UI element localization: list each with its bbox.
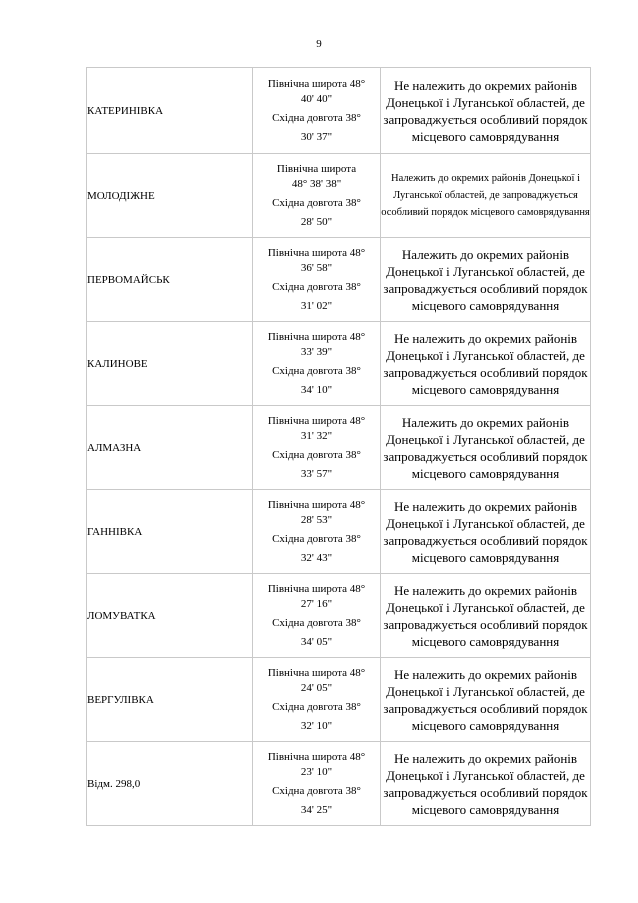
latitude-label: Північна широта 48°: [267, 330, 366, 343]
latitude-value: 36' 58": [300, 261, 333, 274]
status-text: Не належить до окремих районів Донецької і Луганської областей, де запроваджується особливий порядок місцевого самоврядування: [383, 666, 588, 733]
latitude-label: Північна широта 48°: [267, 582, 366, 595]
table-row: [87, 154, 591, 238]
table-row: [87, 742, 591, 826]
coordinates-cell: [253, 574, 381, 658]
longitude-label: Східна довгота 38°: [272, 532, 361, 545]
table-row: [87, 238, 591, 322]
status-text: Не належить до окремих районів Донецької і Луганської областей, де запроваджується особливий порядок місцевого самоврядування: [383, 750, 588, 817]
latitude-label: Північна широта 48°: [267, 246, 366, 259]
longitude-label: Східна довгота 38°: [272, 280, 361, 293]
longitude-label: Східна довгота 38°: [272, 196, 361, 209]
status-text: Не належить до окремих районів Донецької і Луганської областей, де запроваджується особливий порядок місцевого самоврядування: [383, 498, 588, 565]
status-cell: [381, 322, 591, 406]
settlement-name: МОЛОДІЖНЕ: [87, 154, 253, 238]
latitude-value: 28' 53": [300, 513, 333, 526]
settlement-name: ПЕРВОМАЙСЬК: [87, 238, 253, 322]
longitude-value: 33' 57": [300, 467, 333, 480]
settlement-name: ВЕРГУЛІВКА: [87, 658, 253, 742]
latitude-value: 40' 40": [300, 92, 333, 105]
latitude-label: Північна широта 48°: [267, 414, 366, 427]
table-row: [87, 490, 591, 574]
longitude-value: 30' 37": [300, 130, 333, 143]
longitude-label: Східна довгота 38°: [272, 111, 361, 124]
status-cell: [381, 742, 591, 826]
longitude-value: 34' 10": [300, 383, 333, 396]
table-row: [87, 574, 591, 658]
status-cell: [381, 68, 591, 154]
coordinates-cell: [253, 322, 381, 406]
settlement-name: КАТЕРИНІВКА: [87, 68, 253, 154]
table-row: [87, 406, 591, 490]
coordinates-cell: [253, 238, 381, 322]
latitude-value: 48° 38' 38": [291, 177, 342, 190]
settlements-table: [86, 67, 591, 826]
status-cell: [381, 406, 591, 490]
longitude-label: Східна довгота 38°: [272, 700, 361, 713]
status-cell: [381, 238, 591, 322]
status-text: Належить до окремих районів Донецької і Луганської областей, де запроваджується особливий порядок місцевого самоврядування: [383, 414, 588, 481]
status-text: Належить до окремих районів Донецької і Луганської областей, де запроваджується особливий порядок місцевого самоврядування: [383, 246, 588, 313]
status-text: Не належить до окремих районів Донецької і Луганської областей, де запроваджується особливий порядок місцевого самоврядування: [383, 330, 588, 397]
table-row: [87, 658, 591, 742]
longitude-value: 32' 10": [300, 719, 333, 732]
status-cell: [381, 574, 591, 658]
longitude-value: 28' 50": [300, 215, 333, 228]
settlement-name: Відм. 298,0: [87, 742, 253, 826]
longitude-label: Східна довгота 38°: [272, 616, 361, 629]
latitude-value: 23' 10": [300, 765, 333, 778]
coordinates-cell: [253, 742, 381, 826]
settlement-name: АЛМАЗНА: [87, 406, 253, 490]
coordinates-cell: [253, 658, 381, 742]
latitude-label: Північна широта 48°: [267, 750, 366, 763]
coordinates-cell: [253, 490, 381, 574]
table-row: [87, 322, 591, 406]
longitude-label: Східна довгота 38°: [272, 364, 361, 377]
longitude-value: 34' 25": [300, 803, 333, 816]
latitude-value: 31' 32": [300, 429, 333, 442]
longitude-value: 31' 02": [300, 299, 333, 312]
settlement-name: ЛОМУВАТКА: [87, 574, 253, 658]
longitude-value: 34' 05": [300, 635, 333, 648]
table-row: [87, 68, 591, 154]
coordinates-cell: [253, 154, 381, 238]
longitude-label: Східна довгота 38°: [272, 784, 361, 797]
coordinates-cell: [253, 68, 381, 154]
settlement-name: КАЛИНОВЕ: [87, 322, 253, 406]
latitude-label: Північна широта 48°: [267, 666, 366, 679]
latitude-label: Північна широта: [276, 162, 357, 175]
latitude-label: Північна широта 48°: [267, 498, 366, 511]
latitude-value: 24' 05": [300, 681, 333, 694]
settlement-name: ГАННІВКА: [87, 490, 253, 574]
longitude-label: Східна довгота 38°: [272, 448, 361, 461]
status-cell: [381, 490, 591, 574]
status-text: Не належить до окремих районів Донецької і Луганської областей, де запроваджується особливий порядок місцевого самоврядування: [383, 582, 588, 649]
latitude-value: 27' 16": [300, 597, 333, 610]
coordinates-cell: [253, 406, 381, 490]
status-cell: [381, 658, 591, 742]
longitude-value: 32' 43": [300, 551, 333, 564]
page-number: 9: [316, 38, 322, 50]
status-cell: [381, 154, 591, 238]
status-text: Належить до окремих районів Донецької і Луганської областей, де запроваджується особливий порядок місцевого самоврядування: [381, 173, 590, 218]
latitude-label: Північна широта 48°: [267, 77, 366, 90]
status-text: Не належить до окремих районів Донецької і Луганської областей, де запроваджується особливий порядок місцевого самоврядування: [383, 77, 588, 144]
latitude-value: 33' 39": [300, 345, 333, 358]
